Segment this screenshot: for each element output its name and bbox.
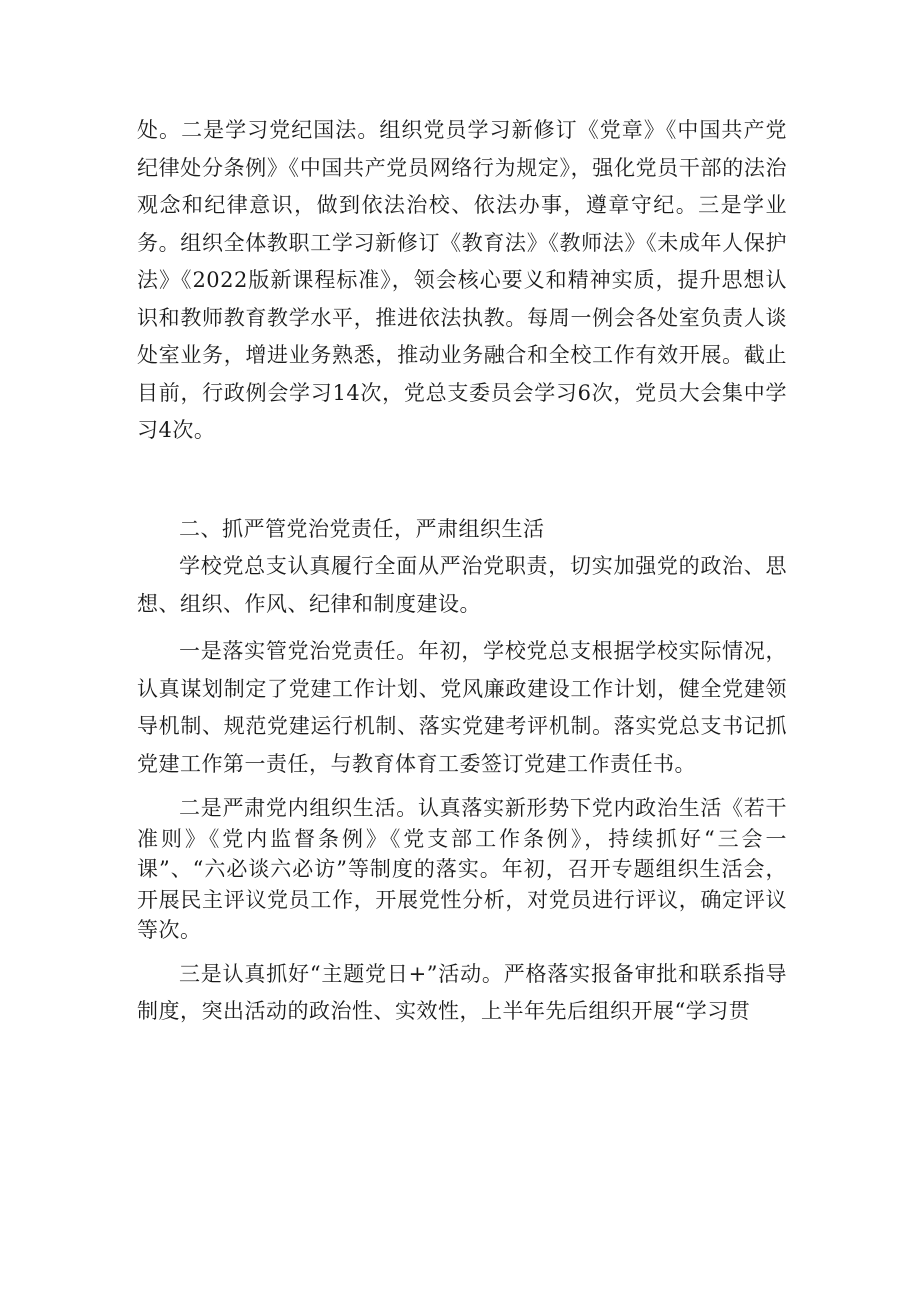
- paragraph-study-laws: 处。二是学习党纪国法。组织党员学习新修订《党章》《中国共产党纪律处分条例》《中国共产党员网络行为规定》，强化党员干部的法治观念和纪律意识，做到依法治校、依法办事，遵章守纪。三是学业务。组织全体教职工学习新修订《教育法》《教师法》《未成年人保护法》《2022版新课程标准》，领会核心要义和精神实质，提升思想认识和教师教育教学水平，推进依法执教。每周一例会各处室负责人谈处室业务，增进业务熟悉，推动业务融合和全校工作有效开展。截止目前，行政例会学习14次，党总支委员会学习6次，党员大会集中学习4次。: [137, 118, 787, 442]
- paragraph-responsibility: 一是落实管党治党责任。年初，学校党总支根据学校实际情况，认真谋划制定了党建工作计划、党风廉政建设工作计划，健全党建领导机制、规范党建运行机制、落实党建考评机制。落实党总支书记抓党建工作第一责任，与教育体育工委签订党建工作责任书。: [137, 639, 787, 776]
- paragraph-spacer: [137, 623, 787, 633]
- document-body: [137, 112, 787, 1031]
- paragraph-spacer: [137, 946, 787, 956]
- paragraph-theme-party-day: 三是认真抓好“主题党日+”活动。严格落实报备审批和联系指导制度，突出活动的政治性、实效性，上半年先后组织开展“学习贯: [137, 961, 787, 1023]
- section-heading-2: 二、抓严管党治党责任，严肃组织生活: [179, 516, 545, 541]
- paragraph-organization-life: 二是严肃党内组织生活。认真落实新形势下党内政治生活《若干准则》《党内监督条例》《党支部工作条例》，持续抓好“三会一课”、“六必谈六必访”等制度的落实。年初，召开专题组织生活会，开展民主评议党员工作，开展党性分析，对党员进行评议，确定评议等次。: [137, 796, 787, 942]
- paragraph-intro: 学校党总支认真履行全面从严治党职责，切实加强党的政治、思想、组织、作风、纪律和制度建设。: [137, 554, 787, 616]
- paragraph-spacer: [137, 783, 787, 793]
- section-spacer: [137, 450, 787, 511]
